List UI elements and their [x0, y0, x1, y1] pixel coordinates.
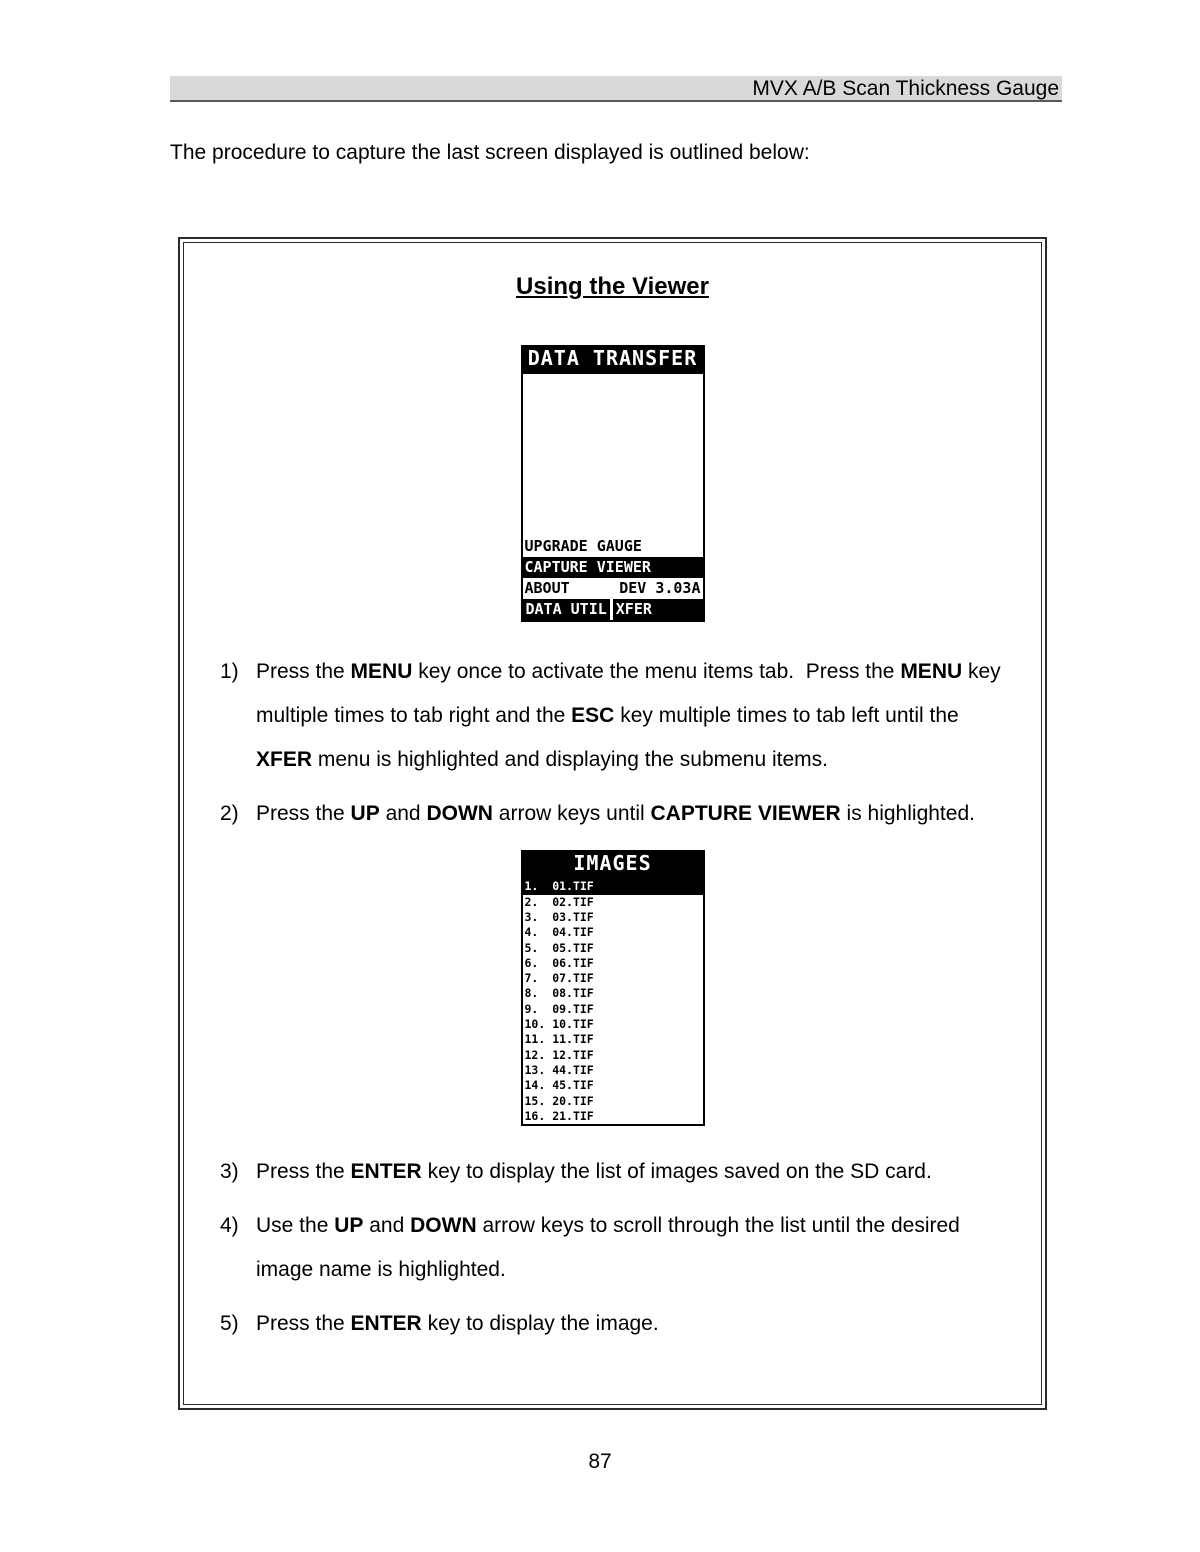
- menu-item-about: [523, 578, 703, 599]
- image-file-row: 5. 05.TIF: [524, 940, 594, 955]
- lcd-screen-images: [521, 850, 705, 1126]
- image-file-row: 3. 03.TIF: [524, 909, 594, 924]
- lcd-tab-bar: [523, 599, 703, 620]
- instruction-step: [220, 1204, 1019, 1292]
- lcd-body-data-transfer: [521, 372, 705, 622]
- step-text: Press the ENTER key to display the image.: [256, 1312, 659, 1336]
- image-file-row: 12. 12.TIF: [524, 1047, 594, 1062]
- panel-title: Using the Viewer: [516, 273, 709, 300]
- image-file-row: 9. 09.TIF: [524, 1001, 594, 1016]
- lcd-screen-data-transfer: [521, 345, 705, 622]
- tab-bar-fill: [655, 599, 703, 620]
- steps-top: [206, 650, 1019, 836]
- about-label: ABOUT: [524, 579, 570, 597]
- image-file-row: 11. 11.TIF: [524, 1032, 594, 1047]
- instruction-step: [220, 650, 1019, 782]
- lcd-title-data-transfer: DATA TRANSFER: [521, 345, 705, 372]
- step-text: Use the UP and DOWN arrow keys to scroll through the list until the desired image name is highlighted.: [256, 1214, 966, 1282]
- image-file-row: 16. 21.TIF: [524, 1108, 594, 1123]
- step-number: 4): [220, 1214, 239, 1238]
- image-file-row: 14. 45.TIF: [524, 1078, 594, 1093]
- page-number: 87: [588, 1450, 612, 1473]
- step-number: 1): [220, 660, 239, 683]
- instruction-panel-inner: [183, 242, 1042, 1405]
- image-file-row: 4. 04.TIF: [524, 925, 594, 940]
- page-header-bar: [170, 76, 1062, 102]
- about-version: DEV 3.03A: [619, 579, 701, 597]
- tab-data-util: DATA UTIL: [525, 600, 607, 618]
- intro-text: The procedure to capture the last screen displayed is outlined below:: [170, 141, 810, 164]
- menu-item-capture-viewer: CAPTURE VIEWER: [523, 557, 703, 578]
- image-file-row: 8. 08.TIF: [524, 986, 594, 1001]
- image-file-row: 1. 01.TIF: [523, 879, 703, 894]
- menu-item-upgrade-gauge: UPGRADE GAUGE: [524, 537, 642, 555]
- image-file-row: 15. 20.TIF: [524, 1093, 594, 1108]
- step-text: Press the UP and DOWN arrow keys until CAPTURE VIEWER is highlighted.: [256, 802, 975, 826]
- step-text: Press the ENTER key to display the list of images saved on the SD card.: [256, 1160, 932, 1184]
- image-file-row: 6. 06.TIF: [524, 955, 594, 970]
- header-title: MVX A/B Scan Thickness Gauge: [752, 77, 1059, 100]
- steps-bottom: [206, 1150, 1019, 1346]
- image-file-list: [521, 877, 705, 1126]
- lcd-blank-area: [523, 374, 703, 536]
- instruction-step: [220, 1302, 1019, 1346]
- lcd-title-images: IMAGES: [521, 850, 705, 877]
- image-file-row: 7. 07.TIF: [524, 971, 594, 986]
- instruction-step: [220, 1150, 1019, 1194]
- step-number: 5): [220, 1312, 239, 1336]
- image-file-row: 2. 02.TIF: [524, 894, 594, 909]
- step-number: 3): [220, 1160, 239, 1184]
- image-file-row: 10. 10.TIF: [524, 1017, 594, 1032]
- step-number: 2): [220, 802, 239, 826]
- tab-xfer: XFER: [615, 600, 652, 618]
- step-text: Press the MENU key once to activate the menu items tab. Press the MENU key multiple times to tab right and the ESC key multiple times to tab left until the XFER menu is highlighted and displaying the submenu items.: [256, 660, 1007, 772]
- instruction-panel: [178, 237, 1047, 1410]
- image-file-row: 13. 44.TIF: [524, 1062, 594, 1077]
- instruction-step: [220, 792, 1019, 836]
